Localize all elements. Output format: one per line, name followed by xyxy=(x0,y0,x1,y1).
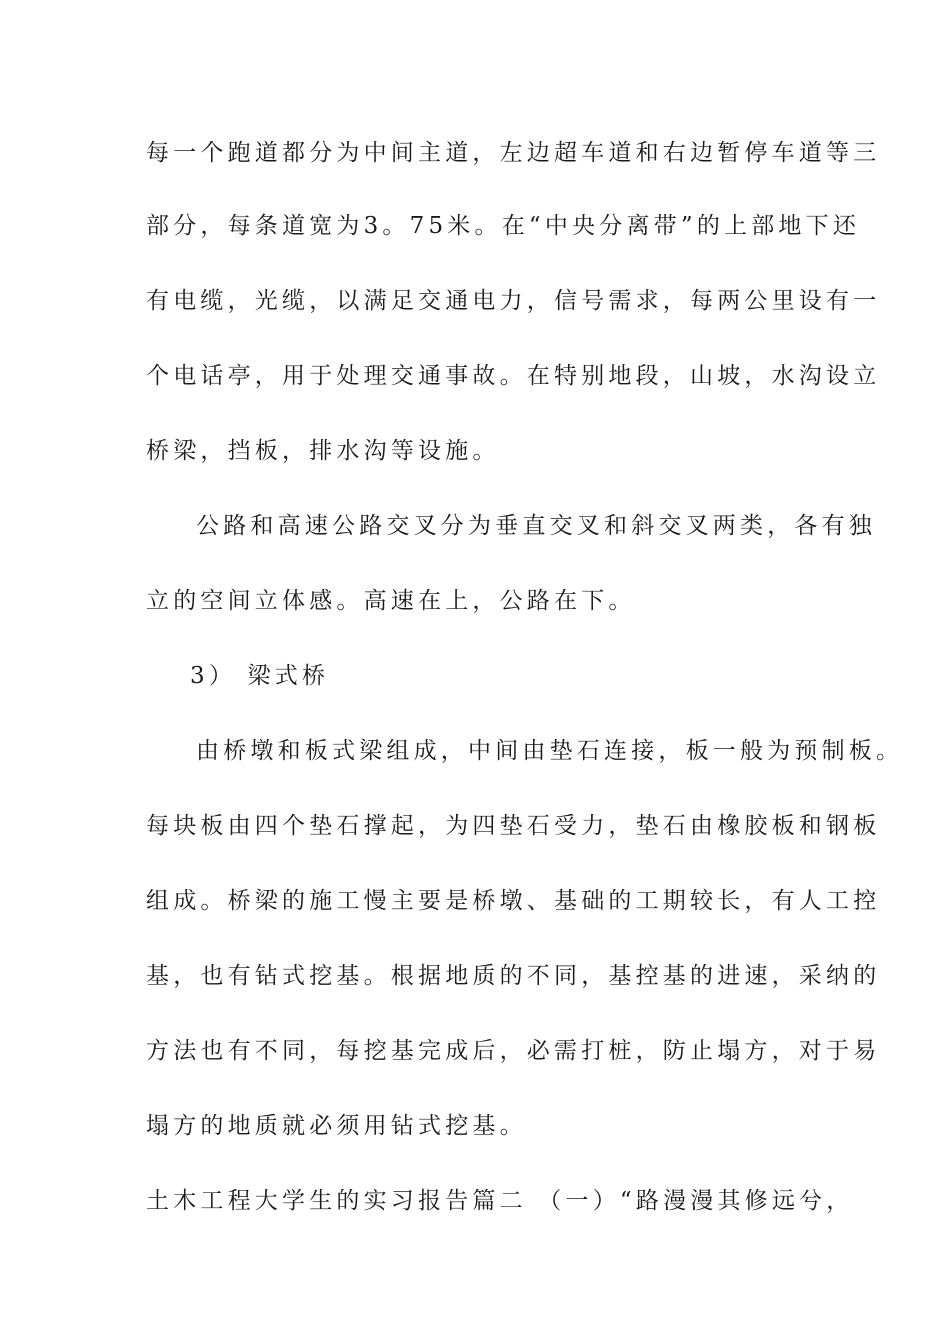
paragraph-line: 有电缆，光缆，以满足交通电力，信号需求，每两公里设有一 xyxy=(146,288,881,314)
paragraph-line: 桥梁，挡板，排水沟等设施。 xyxy=(146,438,500,464)
report-title-line: 土木工程大学生的实习报告篇二 （一）“路漫漫其修远兮， xyxy=(146,1188,854,1214)
paragraph-line: 个电话亭，用于处理交通事故。在特别地段，山坡，水沟设立 xyxy=(146,363,881,389)
paragraph-line: 立的空间立体感。高速在上，公路在下。 xyxy=(146,588,636,614)
paragraph-line: 部分，每条道宽为3。75米。在“中央分离带”的上部地下还 xyxy=(146,213,861,239)
paragraph-line: 方法也有不同，每挖基完成后，必需打桩，防止塌方，对于易 xyxy=(146,1038,881,1064)
paragraph-line: 基，也有钻式挖基。根据地质的不同，基控基的进速，采纳的 xyxy=(146,963,881,989)
section-heading: 3） 梁式桥 xyxy=(190,663,330,689)
paragraph-line: 由桥墩和板式梁组成，中间由垫石连接，板一般为预制板。 xyxy=(196,738,904,764)
paragraph-line: 组成。桥梁的施工慢主要是桥墩、基础的工期较长，有人工控 xyxy=(146,888,881,914)
paragraph-line: 塌方的地质就必须用钻式挖基。 xyxy=(146,1113,527,1139)
paragraph-line: 公路和高速公路交叉分为垂直交叉和斜交叉两类，各有独 xyxy=(196,513,876,539)
paragraph-line: 每一个跑道都分为中间主道，左边超车道和右边暂停车道等三 xyxy=(146,140,881,166)
paragraph-line: 每块板由四个垫石撑起，为四垫石受力，垫石由橡胶板和钢板 xyxy=(146,813,881,839)
